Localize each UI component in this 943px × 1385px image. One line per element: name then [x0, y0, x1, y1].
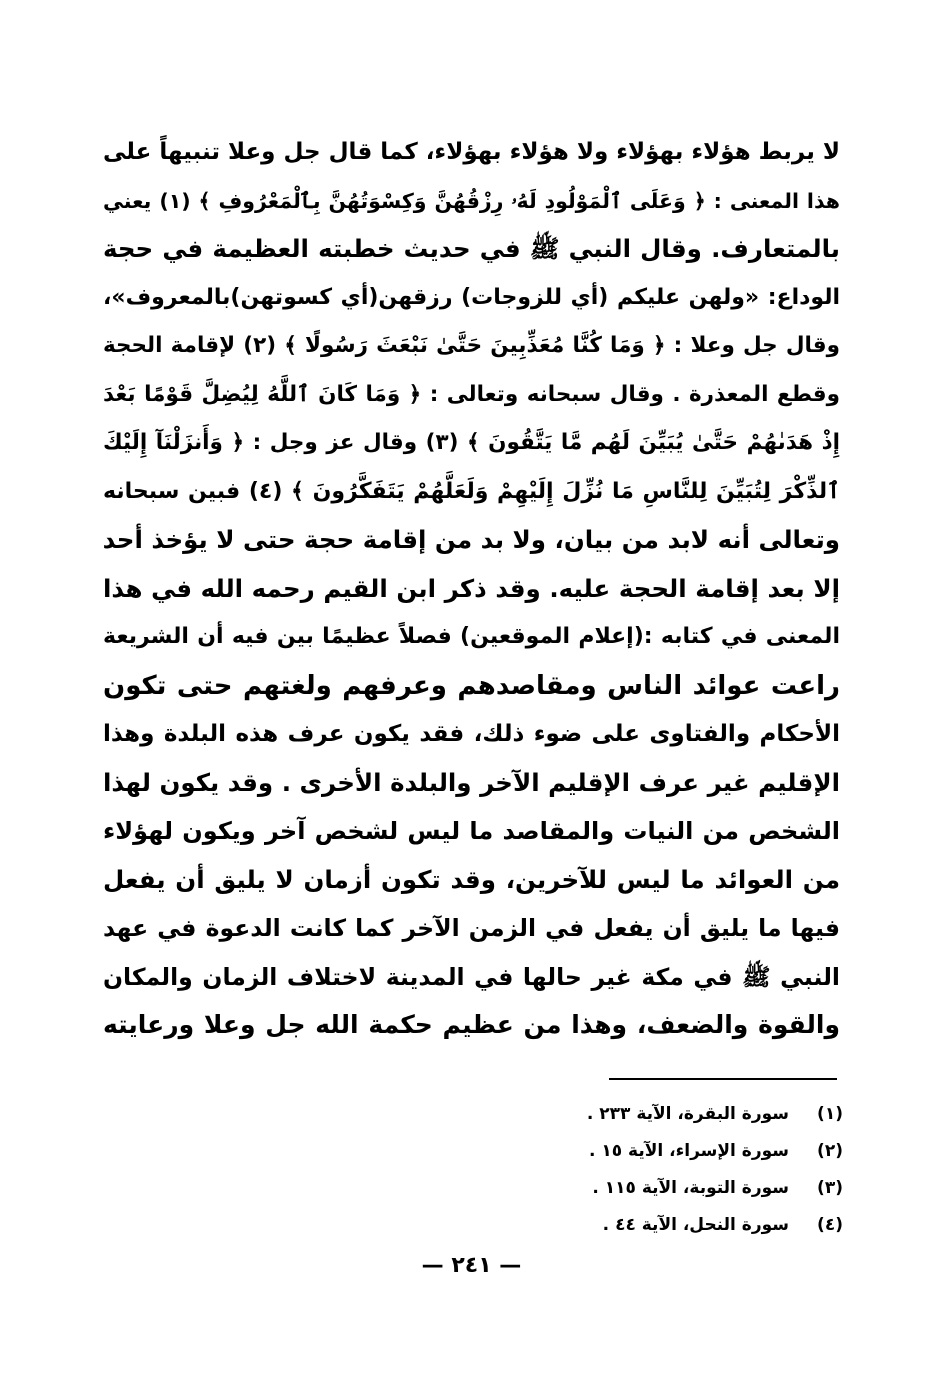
footnote-number: (٢): [817, 1140, 843, 1161]
body-text: [103, 128, 840, 1050]
footnote-item: [443, 1206, 843, 1243]
footnote-number: (٤): [817, 1214, 843, 1235]
footnote-text: سورة الإسراء، الآية ١٥ .: [588, 1140, 789, 1161]
body-line: وقال جل وعلا : ﴿ وَمَا كُنَّا مُعَذِّبِينَ حَتَّىٰ نَبْعَثَ رَسُولًا ﴾ (٢) لإقامة الحجة: [103, 333, 840, 358]
body-line: إِذْ هَدَىٰهُمْ حَتَّىٰ يُبَيِّنَ لَهُم مَّا يَتَّقُونَ ﴾ (٣) وقال عز وجل : ﴿ وَأَنزَلْنَآ إِلَيْكَ: [103, 430, 840, 455]
footnote-text: سورة البقرة، الآية ٢٣٣ .: [586, 1103, 789, 1124]
footnote-item: [443, 1169, 843, 1206]
footnote-divider: [609, 1078, 837, 1080]
body-line: الوداع: «ولهن عليكم (أي للزوجات) رزقهن(أي كسوتهن)بالمعروف»،: [103, 284, 840, 310]
body-line: النبي ﷺ في مكة غير حالها في المدينة لاختلاف الزمان والمكان: [103, 962, 840, 991]
body-line: الشخص من النيات والمقاصد ما ليس لشخص آخر ويكون لهؤلاء: [103, 817, 840, 845]
body-line: ٱلذِّكْرَ لِتُبَيِّنَ لِلنَّاسِ مَا نُزِّلَ إِلَيْهِمْ وَلَعَلَّهُمْ يَتَفَكَّرُونَ ﴾ (٤) فبين سبحانه: [103, 478, 840, 504]
body-line: الأحكام والفتاوى على ضوء ذلك، فقد يكون عرف هذه البلدة وهذا: [103, 721, 840, 747]
body-line: من العوائد ما ليس للآخرين، وقد تكون أزمان لا يليق أن يفعل: [103, 864, 840, 894]
page-number: — ٢٤١ —: [421, 1253, 522, 1278]
body-line: بالمتعارف. وقال النبي ﷺ في حديث خطبته العظيمة في حجة: [103, 234, 840, 263]
footnote-text: سورة النحل، الآية ٤٤ .: [602, 1214, 789, 1235]
body-line: الإقليم غير عرف الإقليم الآخر والبلدة الأخرى . وقد يكون لهذا: [103, 767, 840, 797]
footnotes: [443, 1095, 843, 1243]
footnote-item: [443, 1095, 843, 1132]
body-line: وقطع المعذرة . وقال سبحانه وتعالى : ﴿ وَمَا كَانَ ٱللَّهُ لِيُضِلَّ قَوْمًا بَعْدَ: [103, 381, 840, 407]
body-line: راعت عوائد الناس ومقاصدهم وعرفهم ولغتهم حتى تكون: [103, 670, 840, 701]
footnote-number: (٣): [817, 1177, 843, 1198]
body-line: المعنى في كتابه :(إعلام الموقعين) فصلاً عظيمًا بين فيه أن الشريعة: [103, 624, 840, 649]
body-line: لا يربط هؤلاء بهؤلاء ولا هؤلاء بهؤلاء، كما قال جل وعلا تنبيهاً على: [103, 139, 840, 165]
body-line: إلا بعد إقامة الحجة عليه. وقد ذكر ابن القيم رحمه الله في هذا: [103, 573, 840, 603]
footnote-text: سورة التوبة، الآية ١١٥ .: [592, 1177, 789, 1198]
footnote-item: [443, 1132, 843, 1169]
body-line: وتعالى أنه لابد من بيان، ولا بد من إقامة حجة حتى لا يؤخذ أحد: [103, 525, 840, 554]
body-line: هذا المعنى : ﴿ وَعَلَى ٱلْمَوْلُودِ لَهُۥ رِزْقُهُنَّ وَكِسْوَتُهُنَّ بِٱلْمَعْرُوفِ ﴾ (١) يعني: [103, 188, 840, 213]
body-line: فيها ما يليق أن يفعل في الزمن الآخر كما كانت الدعوة في عهد: [103, 914, 840, 942]
body-line: والقوة والضعف، وهذا من عظيم حكمة الله جل وعلا ورعايته: [103, 1010, 840, 1039]
footnote-number: (١): [817, 1103, 843, 1124]
